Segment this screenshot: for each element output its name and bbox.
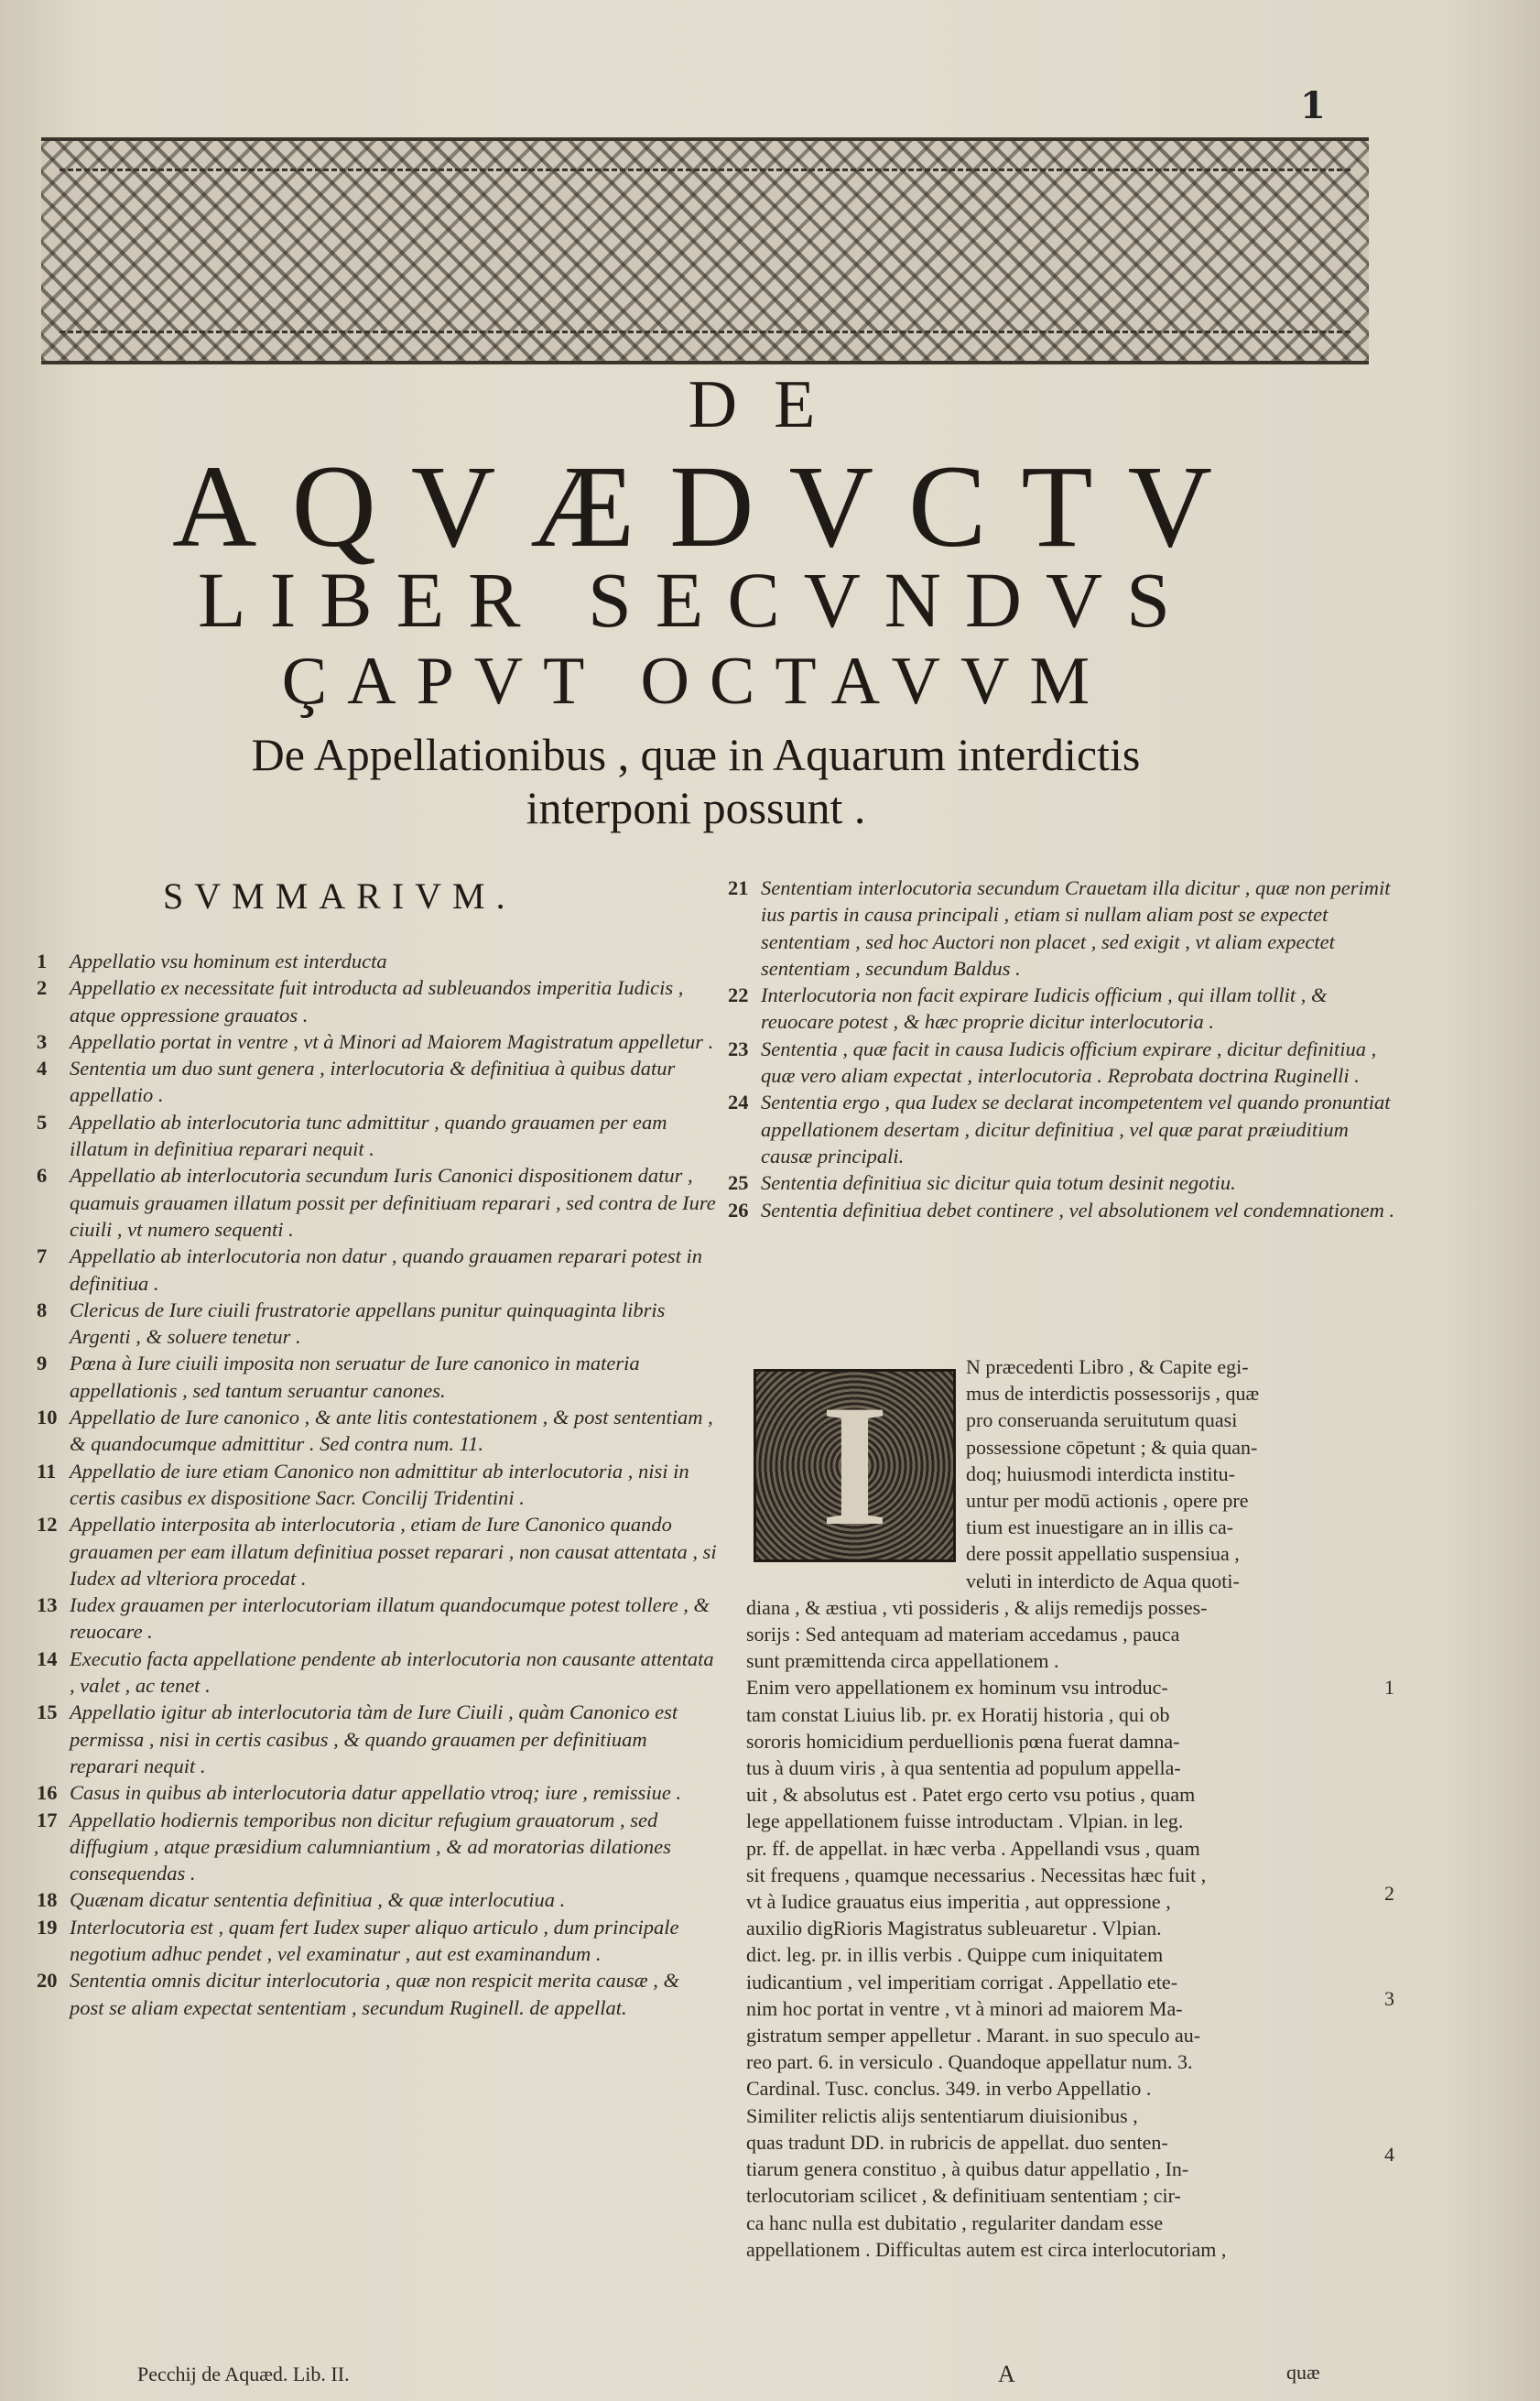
summary-entry-text: Sententiam interlocutoria secundum Crauetam illa dicitur , quæ non perimit ius partis in causa principali , etiam si nullam aliam post se expectet sententiam , sed hoc Auctori non placet , sed exigit , vt aliam expectet sententiam , secundum Baldus . [761,876,1391,980]
summary-entry-text: Sententia um duo sunt genera , interlocutoria & definitiua à quibus datur appellatio . [70,1057,676,1107]
summary-entry [37,1807,719,1887]
summary-entry-number: 15 [37,1700,58,1724]
body-line: tus à duum viris , à qua sententia ad populum appella- [746,1756,1181,1780]
summary-entry-number: 19 [37,1915,58,1939]
summary-entry-text: Casus in quibus ab interlocutoria datur appellatio vtroq; iure , remissiue . [70,1781,682,1805]
summary-entry [37,1055,719,1109]
summary-entry-number: 22 [728,983,749,1007]
summary-left-column [37,948,719,2021]
summarium-heading: SVMMARIVM. [163,875,516,917]
summary-entry-text: Appellatio ab interlocutoria tunc admittitur , quando grauamen per eam illatum in definitiua reparari nequit . [70,1110,667,1161]
summary-entry [37,1646,719,1700]
summary-entry-number: 13 [37,1593,58,1617]
summary-entry [37,1511,719,1592]
summary-entry-text: Appellatio ab interlocutoria secundum Iuris Canonici dispositionem datur , quamuis grauamen illatum possit per definitiuam reparari , sed contra de Iure ciuili , vt numero sequenti . [70,1164,716,1241]
summary-entry [37,1243,719,1297]
catchword: quæ [1286,2361,1320,2384]
summary-entry [728,1089,1396,1169]
summary-entry [37,1350,719,1404]
summary-entry-text: Sententia ergo , qua Iudex se declarat incompetentem vel quando pronuntiat appellationem desertam , dicitur definitiua , vel quæ parat præiuditium causæ principali. [761,1091,1391,1168]
body-line: lege appellationem fuisse introductam . Vlpian. in leg. [746,1809,1184,1833]
body-line: sororis homicidium perduellionis pœna fuerat damna- [746,1729,1180,1753]
summary-entry-number: 23 [728,1037,749,1060]
summary-entry-number: 14 [37,1646,58,1670]
body-line: sorijs : Sed antequam ad materiam accedamus , pauca [746,1623,1180,1646]
body-line: tium est inuestigare an in illis ca- [966,1516,1234,1539]
body-line: iudicantium , vel imperitiam corrigat . Appellatio ete- [746,1970,1178,1994]
summary-entry-number: 17 [37,1808,58,1831]
summary-entry [728,1036,1396,1090]
margin-number: 3 [1384,1987,1394,2010]
summary-entry-number: 3 [37,1029,48,1053]
title-aquaeductu: AQVÆDVCTV [172,441,1247,571]
body-line: pro conseruanda seruitutum quasi [966,1408,1238,1432]
summary-entry-text: Quænam dicatur sententia definitiua , & quæ interlocutiua . [70,1888,566,1912]
summary-entry [728,1169,1396,1196]
summary-entry-number: 2 [37,976,48,1000]
body-line: vt à Iudice grauatus eius imperitia , aut oppressione , [746,1890,1171,1914]
summary-entry-text: Pœna à Iure ciuili imposita non seruatur de Iure canonico in materia appellationis , sed tantum seruantur canones. [70,1352,640,1402]
summary-entry-number: 6 [37,1164,48,1188]
body-line: nim hoc portat in ventre , vt à minori ad maiorem Ma- [746,1996,1183,2020]
margin-number: 4 [1384,2143,1394,2166]
margin-number: 1 [1384,1676,1394,1699]
footer-signature: Pecchij de Aquæd. Lib. II. [137,2363,350,2385]
body-line: pr. ff. de appellat. in hæc verba . Appellandi vsus , quam [746,1836,1200,1860]
chapter-subtitle [92,728,1300,834]
title-liber: LIBER SECVNDVS [198,556,1194,644]
title-caput: ÇAPVT OCTAVVM [281,644,1111,719]
summary-entry-text: Interlocutoria est , quam fert Iudex super aliquo articulo , dum principale negotium adhuc pendet , vel examinatur , aut est examinandum . [70,1915,679,1965]
summary-entry-number: 10 [37,1406,58,1429]
summary-entry [37,1458,719,1512]
body-line: untur per modū actionis , opere pre [966,1489,1249,1513]
body-line: dict. leg. pr. in illis verbis . Quippe cum iniquitatem [746,1943,1164,1967]
body-line: possessione cōpetunt ; & quia quan- [966,1435,1258,1459]
body-line: ca hanc nulla est dubitatio , regulariter dandam esse [746,2211,1164,2234]
summary-entry-number: 7 [37,1244,48,1268]
decorative-headpiece [41,137,1369,364]
body-line: tiarum genera constituo , à quibus datur appellatio , In- [746,2157,1189,2181]
summary-entry [37,1914,719,1968]
body-line: Enim vero appellationem ex hominum vsu introduc- [746,1676,1168,1700]
summary-entry-number: 5 [37,1110,48,1134]
summary-entry-number: 18 [37,1888,58,1912]
body-line: terlocutoriam scilicet , & definitiuam sententiam ; cir- [746,2184,1181,2208]
summary-entry-number: 26 [728,1198,749,1222]
summary-entry-text: Clericus de Iure ciuili frustratorie appellans punitur quinquaginta libris Argenti , & soluere tenetur . [70,1298,666,1349]
summary-entry-text: Appellatio hodiernis temporibus non dicitur refugium grauatorum , sed diffugium , atque præsidium calumniantium , & ad moratorias dilationes consequendas . [70,1808,671,1885]
summary-entry-text: Appellatio de iure etiam Canonico non admittitur ab interlocutoria , nisi in certis casibus ex dispositione Sacr. Concilij Tridentini . [70,1459,689,1509]
summary-entry [728,875,1396,982]
summary-entry-text: Executio facta appellatione pendente ab interlocutoria non causante attentata , valet , ac tenet . [70,1646,714,1698]
summary-entry-number: 12 [37,1513,58,1537]
body-line: appellationem . Difficultas autem est circa interlocutoriam , [746,2237,1227,2261]
summary-entry-text: Sententia definitiua sic dicitur quia totum desinit negotiu. [761,1171,1236,1195]
summary-entry [37,1404,719,1458]
summary-entry-text: Appellatio igitur ab interlocutoria tàm de Iure Ciuili , quàm Canonico est permissa , nisi in certis casibus , & quando grauamen per definitiuam reparari nequit . [70,1700,678,1777]
initial-letter: I [820,1369,889,1562]
subtitle-line-2: interponi possunt . [526,782,866,833]
body-line: mus de interdictis possessorijs , quæ [966,1382,1260,1406]
summary-entry [37,1967,719,2021]
summary-right-column [728,875,1396,1223]
summary-entry-text: Appellatio de Iure canonico , & ante litis contestationem , & post sententiam , & quandocumque admittitur . Sed contra num. 11. [70,1406,713,1456]
summary-entry-number: 8 [37,1298,48,1321]
summary-entry-number: 1 [37,950,48,972]
body-line: N præcedenti Libro , & Capite egi- [966,1355,1249,1378]
summary-entry [37,1699,719,1779]
body-line: auxilio digRioris Magistratus subleuaretur . Vlpian. [746,1917,1162,1940]
summary-entry [728,982,1396,1036]
body-line: reo part. 6. in versiculo . Quandoque appellatur num. 3. [746,2050,1193,2074]
body-line: dere possit appellatio suspensiua , [966,1542,1240,1566]
summary-entry [37,1028,719,1055]
summary-entry-number: 9 [37,1352,48,1375]
summary-entry [37,974,719,1028]
summary-entry-number: 25 [728,1171,749,1195]
body-line: Cardinal. Tusc. conclus. 349. in verbo Appellatio . [746,2077,1152,2101]
summary-entry [37,1297,719,1351]
title-de: DE [688,367,852,442]
signature-letter: A [998,2361,1015,2387]
summary-entry-number: 16 [37,1781,58,1805]
summary-entry-number: 4 [37,1057,48,1081]
summary-entry [37,1779,719,1806]
summary-entry-text: Sententia , quæ facit in causa Iudicis officium expirare , dicitur definitiua , quæ vero aliam expectat , interlocutoria . Reprobata doctrina Ruginelli . [761,1037,1377,1088]
summary-entry-number: 11 [37,1459,57,1483]
summary-entry [37,1592,719,1646]
body-line: quas tradunt DD. in rubricis de appellat. duo senten- [746,2130,1168,2154]
summary-entry-text: Sententia definitiua debet continere , vel absolutionem vel condemnationem . [761,1198,1395,1222]
summary-entry-text: Appellatio portat in ventre , vt à Minori ad Maiorem Magistratum appelletur . [70,1029,714,1053]
body-line: sunt præmittenda circa appellationem . [746,1649,1059,1673]
summary-entry-number: 24 [728,1091,749,1114]
summary-entry [37,1162,719,1243]
summary-entry-number: 21 [728,876,749,899]
summary-entry [728,1197,1396,1223]
summary-entry-text: Appellatio vsu hominum est interducta [70,950,387,972]
summary-entry-text: Appellatio ex necessitate fuit introducta ad subleuandos imperitia Iudicis , atque oppressione grauatos . [70,976,684,1027]
subtitle-line-1: De Appellationibus , quæ in Aquarum interdictis [251,729,1141,780]
summary-entry-text: Sententia omnis dicitur interlocutoria , quæ non respicit merita causæ , & post se aliam expectat sententiam , secundum Ruginell. de appellat. [70,1969,680,2019]
body-line: gistratum semper appelletur . Marant. in suo speculo au- [746,2024,1201,2048]
body-line: Similiter relictis alijs sententiarum diuisionibus , [746,2103,1138,2127]
body-line: doq; huiusmodi interdicta institu- [966,1461,1235,1485]
summary-entry-number: 20 [37,1969,58,1993]
summary-entry [37,948,719,974]
body-line: tam constat Liuius lib. pr. ex Horatij historia , qui ob [746,1702,1170,1726]
summary-entry-text: Appellatio ab interlocutoria non datur , quando grauamen reparari potest in definitiua . [70,1244,703,1295]
body-line: diana , & æstiua , vti possideris , & alijs remedijs posses- [746,1595,1208,1619]
main-body-text [746,1353,1355,2263]
summary-entry-text: Interlocutoria non facit expirare Iudicis officium , qui illam tollit , & reuocare potest , & hæc proprie dicitur interlocutoria . [761,983,1328,1034]
headpiece-border [60,168,1350,333]
page-number: 1 [1300,84,1326,127]
summary-entry [37,1886,719,1913]
summary-entry-text: Appellatio interposita ab interlocutoria , etiam de Iure Canonico quando grauamen per eam illatum definitiua posset reparari , non causat attentata , si Iudex ad vlteriora procedat . [70,1513,717,1590]
summary-entry [37,1109,719,1163]
margin-number: 2 [1384,1882,1394,1905]
body-line: uit , & absolutus est . Patet ergo certo vsu potius , quam [746,1783,1196,1807]
body-line: veluti in interdicto de Aqua quoti- [966,1569,1240,1592]
summary-entry-text: Iudex grauamen per interlocutoriam illatum quandocumque potest tollere , & reuocare . [70,1593,710,1644]
body-line: sit frequens , quamque necessarius . Necessitas hæc fuit , [746,1863,1207,1886]
